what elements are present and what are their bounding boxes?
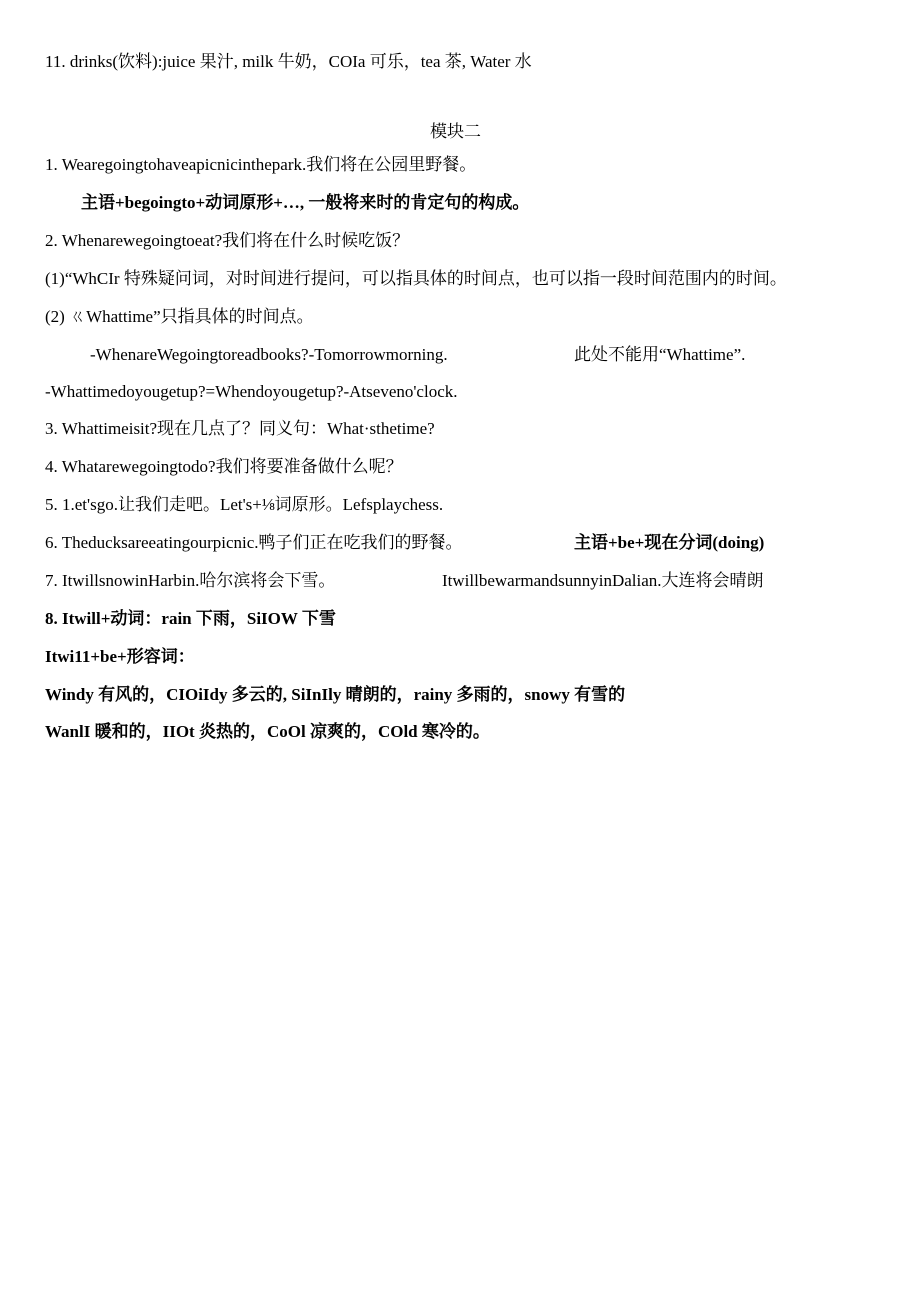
item-2-example-1-note: 此处不能用“Whattime”.	[574, 345, 746, 364]
item-2-example-1: -WhenareWegoingtoreadbooks?-Tomorrowmorning.	[90, 345, 448, 364]
item-6: 6. Theducksareeatingourpicnic.鸭子们正在吃我们的野餐。	[45, 533, 463, 552]
module-heading: 模块二	[430, 122, 481, 141]
item-2: 2. Whenarewegoingtoeat?我们将在什么时候吃饭？	[45, 231, 410, 250]
weather-adjectives-2: WanlI 暖和的，IIOt 炎热的，CoOl 凉爽的，COld 寒冷的。	[45, 722, 490, 741]
item-8: 8. Itwill+动词：rain 下雨，SiIOW 下雪	[45, 609, 336, 628]
adjective-rule: Itwi11+be+形容词：	[45, 647, 195, 666]
item-6-rule: 主语+be+现在分词(doing)	[574, 533, 765, 552]
item-2-note-2: (2) ㄍWhattime”只指具体的时间点。	[45, 307, 314, 326]
drinks-line: 11. drinks(饮料):juice 果汁, milk 牛奶，COIa 可乐，tea 茶, Water 水	[45, 52, 532, 71]
item-2-example-2: -Whattimedoyougetup?=Whendoyougetup?-Atseveno'clock.	[45, 382, 458, 401]
item-5: 5. 1.et'sgo.让我们走吧。Let's+⅛词原形。Lefsplaychess.	[45, 495, 444, 514]
weather-adjectives-1: Windy 有风的，CIOiIdy 多云的, SiInIly 晴朗的，rainy 多雨的，snowy 有雪的	[45, 685, 626, 704]
item-1-rule: 主语+begoingto+动词原形+…, 一般将来时的肯定句的构成。	[81, 193, 530, 212]
item-1: 1. Wearegoingtohaveapicnicinthepark.我们将在公园里野餐。	[45, 155, 477, 174]
item-3: 3. Whattimeisit?现在几点了？同义句：What·sthetime?	[45, 419, 435, 438]
item-7: 7. ItwillsnowinHarbin.哈尔滨将会下雪。	[45, 571, 336, 590]
item-7-second: ItwillbewarmandsunnyinDalian.大连将会晴朗	[442, 571, 764, 590]
item-2-note-1: (1)“WhCIr 特殊疑问词，对时间进行提问，可以指具体的时间点，也可以指一段时间范围内的时间。	[45, 269, 787, 288]
item-4: 4. Whatarewegoingtodo?我们将要准备做什么呢？	[45, 457, 403, 476]
